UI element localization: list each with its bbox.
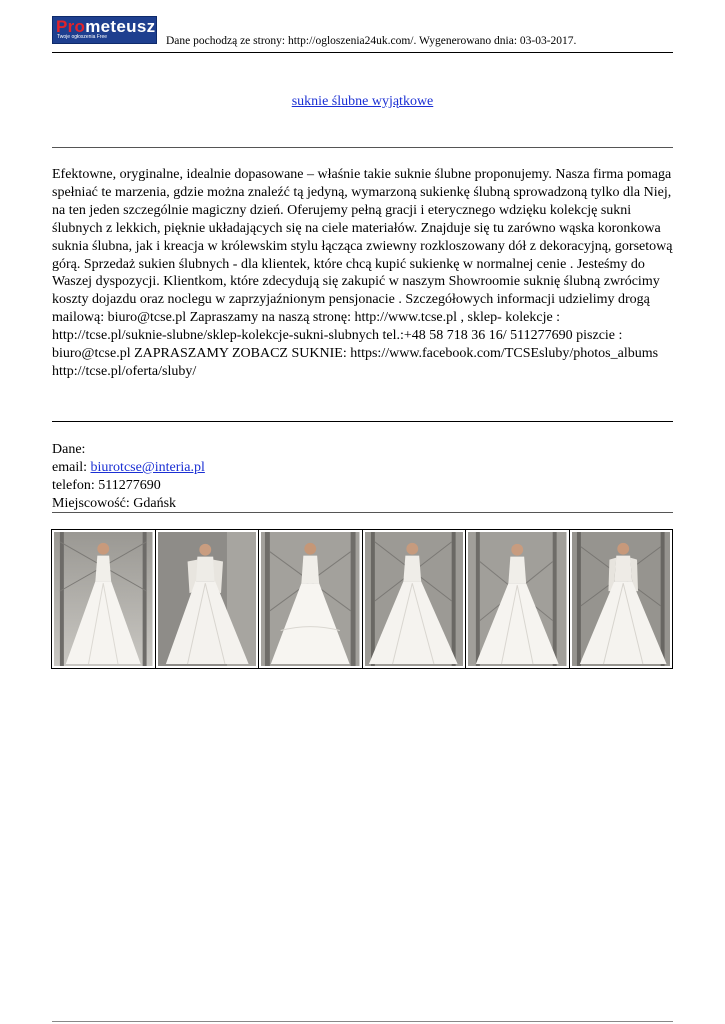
gallery-photo-3[interactable]: [259, 530, 363, 668]
gallery-photo-5[interactable]: [466, 530, 570, 668]
photo-gallery: [51, 529, 673, 669]
prometeusz-logo: [52, 16, 157, 44]
email-link[interactable]: biurotcse@interia.pl: [90, 459, 205, 475]
wedding-dress-photo: [572, 532, 671, 666]
phone-value: 511277690: [98, 477, 161, 493]
contact-heading: Dane:: [52, 442, 86, 457]
wedding-dress-photo: [158, 532, 257, 666]
page-header: [52, 16, 673, 52]
header-divider: [52, 52, 673, 53]
logo-wordmark: Prometeusz: [56, 17, 156, 36]
source-line: Dane pochodzą ze strony: http://ogloszenia24uk.com/. Wygenerowano dnia: 03-03-2017.: [166, 35, 577, 47]
listing-title-link[interactable]: suknie ślubne wyjątkowe: [291, 94, 434, 109]
contact-city-row: [52, 495, 673, 513]
wedding-dress-photo: [261, 532, 360, 666]
wedding-dress-photo: [468, 532, 567, 666]
wedding-dress-photo: [54, 532, 153, 666]
gallery-photo-4[interactable]: [363, 530, 467, 668]
listing-description: Efektowne, oryginalne, idealnie dopasowane – właśnie takie suknie ślubne proponujemy. Nasza firma pomaga spełniać te marzenia, gdzie można znaleźć tą jedyną, wymarzoną sukienkę ślubną sprowadzoną tylko dla Niej, na ten jeden szczególnie magiczny dzień. Oferujemy pełną gracji i eterycznego wdzięku kolekcję sukni ślubnych z lekkich, pięknie układających się na ciele materiałów. Znajduje się tu zarówno wąska koronkowa suknia ślubna, jak i kreacja w królewskim stylu łącząca zwiewny rozkloszowany dół z dekoracyjną, gorsetową górą. Sprzedaż sukien ślubnych - dla klientek, które chcą kupić sukienkę w normalnej cenie . Jesteśmy do Waszej dyspozycji. Klientkom, które zdecydują się zakupić w naszym Showroomie suknię ślubną zwrócimy koszty dojazdu oraz noclegu w zaprzyjaźnionym pensjonacie . Szczegółowych informacji udzielimy drogą mailową: biuro@tcse.pl Zapraszamy na naszą stronę: http://www.tcse.pl , sklep- kolekcje : http://tcse.pl/suknie-slubne/sklep-kolekcje-sukni-slubnych tel.:+48 58 718 36 16/ 511277690 piszcie : biuro@tcse.pl ZAPRASZAMY ZOBACZ SUKNIE: https://www.facebook.com/TCSEsluby/photos_albums http://tcse.pl/oferta/sluby/: [52, 167, 673, 379]
wedding-dress-photo: [365, 532, 464, 666]
city-value: Gdańsk: [133, 495, 177, 511]
gallery-photo-6[interactable]: [570, 530, 673, 668]
contact-email-row: [52, 459, 673, 477]
logo-tagline: Twoje ogłoszenia Free: [57, 34, 108, 40]
listing-title: [52, 94, 673, 110]
contact-phone-row: [52, 477, 673, 495]
gallery-photo-2[interactable]: [156, 530, 260, 668]
description-divider: [52, 421, 673, 422]
title-divider: [52, 147, 673, 148]
footer-divider: [52, 1021, 673, 1022]
contact-divider: [52, 512, 673, 513]
city-label: Miejscowość:: [52, 495, 134, 511]
email-label: email:: [52, 459, 91, 475]
gallery-photo-1[interactable]: [52, 530, 156, 668]
phone-label: telefon:: [52, 477, 99, 493]
contact-block: [52, 441, 673, 513]
